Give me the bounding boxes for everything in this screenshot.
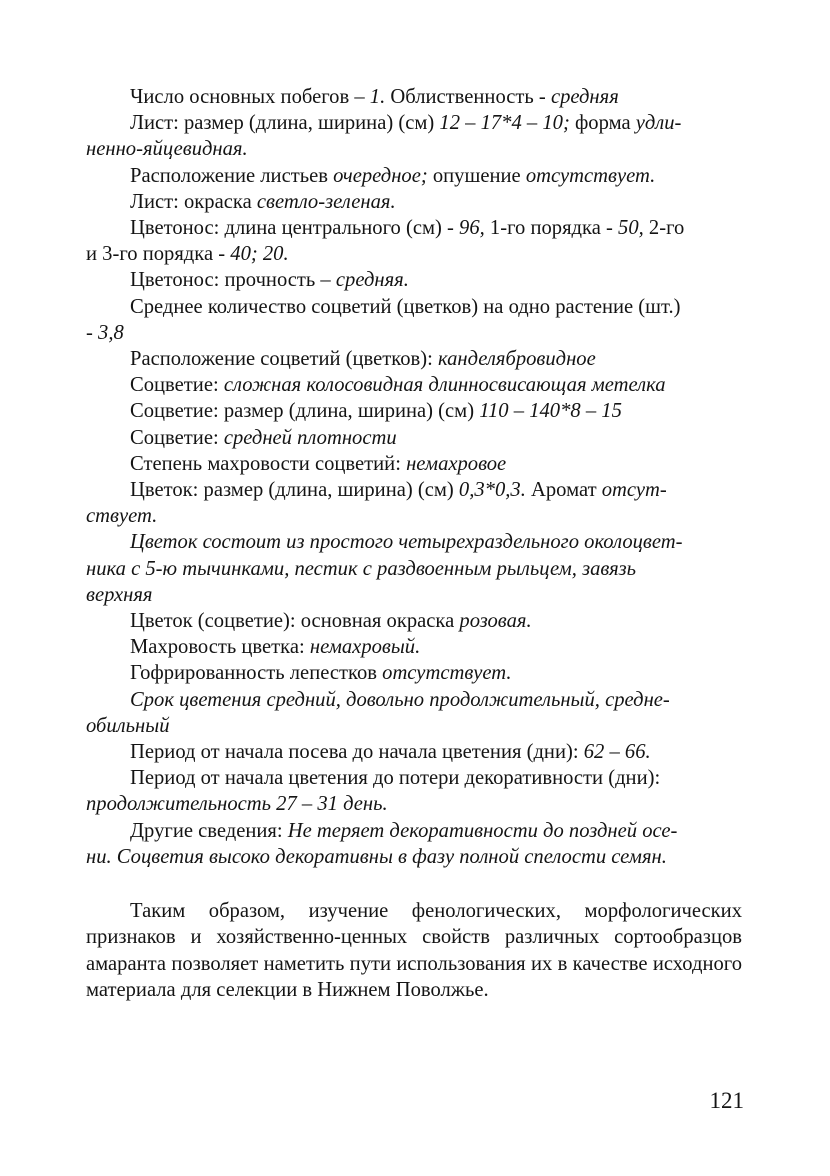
text-line: Период от начала посева до начала цветения (дни): 62 – 66.: [130, 741, 651, 764]
text-line: обильный: [86, 714, 170, 737]
text-line: Расположение листьев очередное; опушение отсутствует.: [130, 164, 656, 187]
text-line: продолжительность 27 – 31 день.: [86, 793, 388, 816]
text-line: Цветок: размер (длина, ширина) (см) 0,3*0,3. Аромат отсут-: [130, 479, 667, 502]
text-line: и 3-го порядка - 40; 20.: [86, 243, 289, 266]
text-line: Лист: окраска светло-зеленая.: [130, 190, 396, 213]
text-line: Срок цветения средний, довольно продолжительный, средне-: [130, 688, 670, 711]
text-line: Степень махровости соцветий: немахровое: [130, 452, 507, 475]
text-line: Среднее количество соцветий (цветков) на одно растение (шт.): [130, 295, 681, 318]
text-line: ника с 5-ю тычинками, пестик с раздвоенным рыльцем, завязь: [86, 557, 637, 580]
text-line: Цветок (соцветие): основная окраска розовая.: [130, 610, 532, 633]
text-line: Цветок состоит из простого четырехраздельного околоцвет-: [130, 531, 683, 554]
text-line: Расположение соцветий (цветков): канделябровидное: [130, 348, 596, 371]
text-line: Число основных побегов – 1. Облиственность - средняя: [130, 86, 619, 108]
paragraph-gap: [86, 870, 742, 898]
text-line: Лист: размер (длина, ширина) (см) 12 – 17*4 – 10; форма удли-: [130, 112, 682, 135]
text-line: верхняя: [86, 583, 153, 606]
text-line: Другие сведения: Не теряет декоративности до поздней осе-: [130, 819, 678, 842]
text-line: Соцветие: сложная колосовидная длинносвисающая метелка: [130, 374, 666, 397]
text-line: Цветонос: прочность – средняя.: [130, 269, 409, 292]
text-line: Цветонос: длина центрального (см) - 96, 1-го порядка - 50, 2-го: [130, 217, 685, 240]
text-line: ни. Соцветия высоко декоративны в фазу полной спелости семян.: [86, 845, 667, 868]
text-line: - 3,8: [86, 321, 124, 344]
text-line: Гофрированность лепестков отсутствует.: [130, 662, 512, 685]
document-body: [86, 84, 742, 1003]
text-line: ненно-яйцевидная.: [86, 138, 248, 161]
text-line: Махровость цветка: немахровый.: [130, 636, 421, 659]
text-line: Период от начала цветения до потери декоративности (дни):: [130, 767, 661, 790]
text-line: Соцветие: средней плотности: [130, 426, 397, 449]
text-line: ствует.: [86, 505, 158, 528]
page-number: 121: [709, 1088, 744, 1113]
conclusion-paragraph: Таким образом, изучение фенологических, морфологических признаков и хозяйственно-ценных свойств различных сортообразцов амаранта позволяет наметить пути использования их в качестве исходного материала для селекции в Нижнем Поволжье.: [86, 900, 742, 1001]
text-line: Соцветие: размер (длина, ширина) (см) 110 – 140*8 – 15: [130, 400, 622, 423]
